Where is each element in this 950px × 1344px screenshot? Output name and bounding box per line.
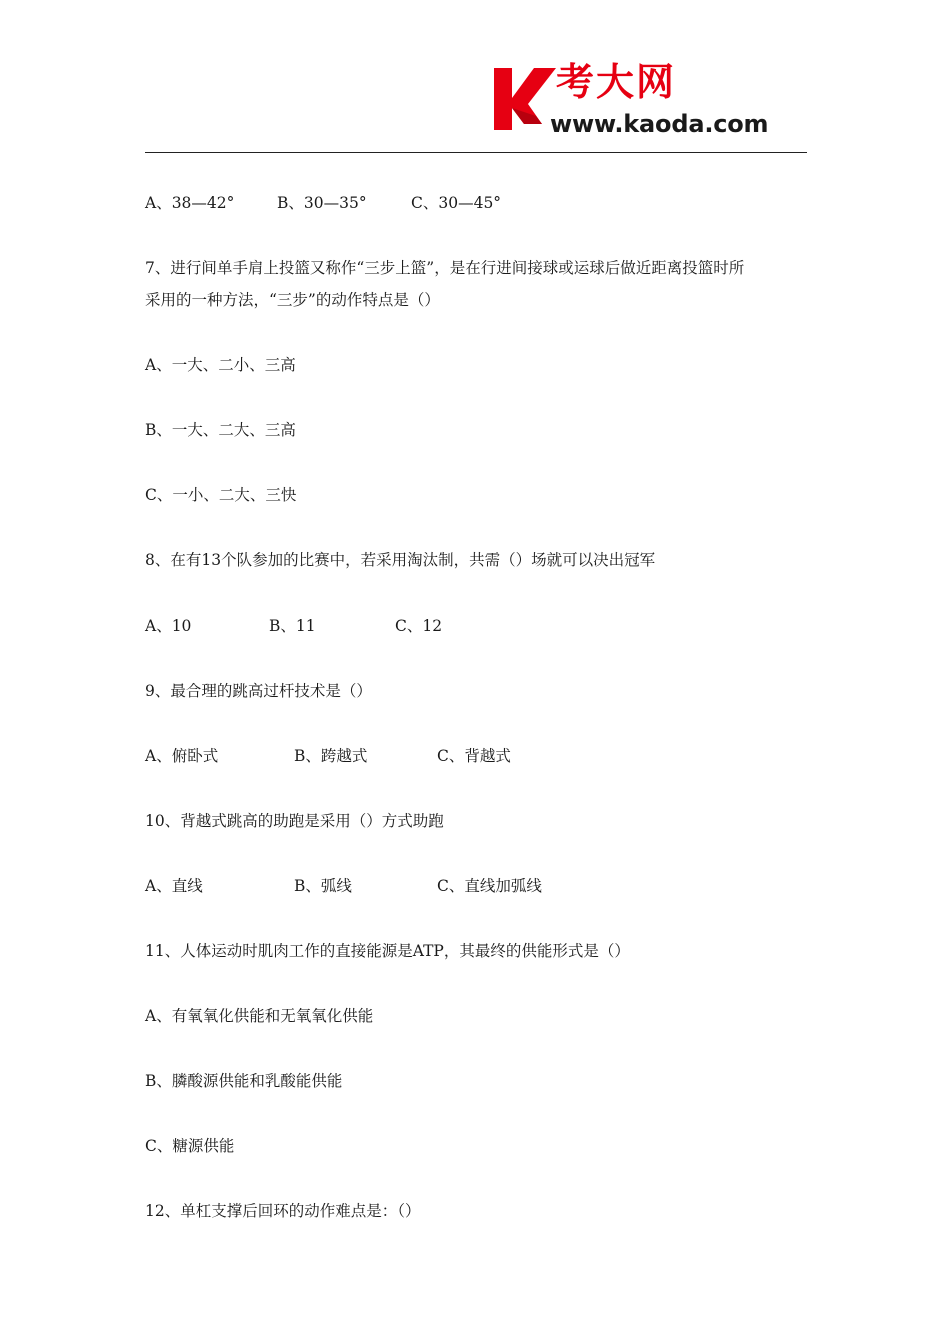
q7-option-a: A、一大、二小、三高 bbox=[145, 356, 296, 374]
q10-option-a: A、直线 bbox=[145, 877, 203, 895]
q7-option-b: B、一大、二大、三高 bbox=[145, 421, 296, 439]
page-header bbox=[145, 0, 807, 153]
q9-option-c: C、背越式 bbox=[437, 747, 511, 765]
q10-option-b: B、弧线 bbox=[294, 877, 352, 895]
q10-text: 10、背越式跳高的助跑是采用（）方式助跑 bbox=[145, 812, 444, 830]
logo-chinese-text: 考大网 bbox=[556, 60, 677, 104]
q11-option-c: C、糖源供能 bbox=[145, 1137, 235, 1155]
q6-option-b: B、30—35° bbox=[277, 194, 367, 212]
kaoda-logo bbox=[490, 58, 810, 140]
q8-option-b: B、11 bbox=[269, 617, 316, 635]
logo-url-text: www.kaoda.com bbox=[550, 110, 769, 138]
q8-option-a: A、10 bbox=[145, 617, 192, 635]
q11-option-a: A、有氧氧化供能和无氧氧化供能 bbox=[145, 1007, 374, 1025]
q9-option-b: B、跨越式 bbox=[294, 747, 368, 765]
q12-text: 12、单杠支撑后回环的动作难点是：（） bbox=[145, 1202, 421, 1220]
q8-option-c: C、12 bbox=[395, 617, 443, 635]
q11-option-b: B、膦酸源供能和乳酸能供能 bbox=[145, 1072, 343, 1090]
q6-option-c: C、30—45° bbox=[411, 194, 502, 212]
q9-text: 9、最合理的跳高过杆技术是（） bbox=[145, 682, 372, 700]
q7-option-c: C、一小、二大、三快 bbox=[145, 486, 297, 504]
q7-text-line2: 采用的一种方法，“三步”的动作特点是（） bbox=[145, 291, 440, 309]
q6-option-a: A、38—42° bbox=[145, 194, 235, 212]
q11-text: 11、人体运动时肌肉工作的直接能源是ATP，其最终的供能形式是（） bbox=[145, 942, 630, 960]
q7-text-line1: 7、进行间单手肩上投篮又称作“三步上篮”，是在行进间接球或运球后做近距离投篮时所 bbox=[145, 259, 745, 277]
q10-option-c: C、直线加弧线 bbox=[437, 877, 542, 895]
q9-option-a: A、俯卧式 bbox=[145, 747, 219, 765]
q8-text: 8、在有13个队参加的比赛中，若采用淘汰制，共需（）场就可以决出冠军 bbox=[145, 551, 656, 569]
